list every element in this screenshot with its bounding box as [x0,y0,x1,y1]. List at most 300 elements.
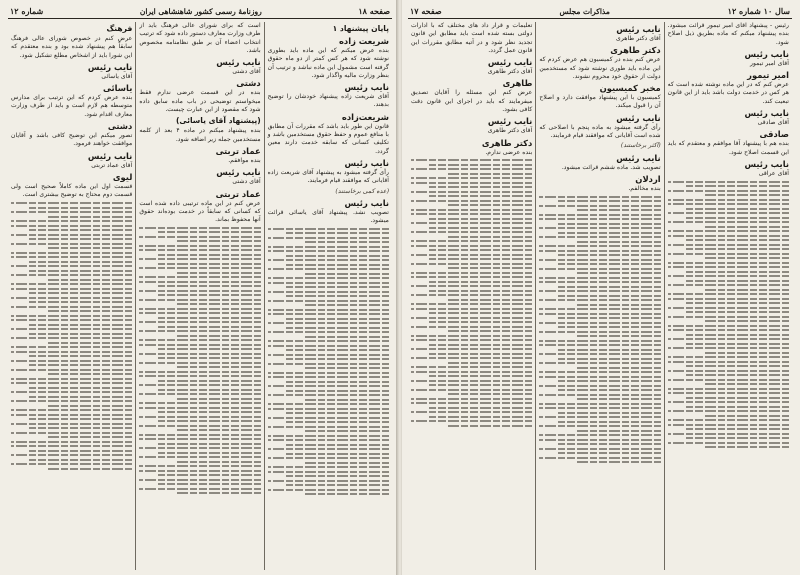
text-line-texture [304,430,389,432]
text-line-texture [576,272,661,274]
text-line-texture [668,379,789,381]
speaker-name: نایب رئیس [744,158,789,169]
text-line-texture [539,218,660,220]
left-page-issue: شماره ۱۲ [10,6,44,16]
text-line-texture [11,414,132,416]
text-line-texture [539,425,660,427]
text-line-texture [668,401,789,403]
text-line-texture [558,223,661,225]
text-line-texture [447,362,532,364]
text-line-texture [268,466,389,468]
text-line-texture [29,396,132,398]
text-line-texture [139,434,260,436]
text-line-texture [139,312,260,314]
text-line-texture [429,195,532,197]
text-line-texture [686,437,789,439]
body-paragraph: تعلیمات و قرار داد های مختلف که با ادارات دولتی بسته شده است باید مطابق این قانون تجدید نظر شود و در آتیه مطابق مقررات این قانون عمل گردد. [411,22,533,54]
text-line-texture [429,312,532,314]
text-line-texture [139,249,260,251]
text-line-texture [158,326,261,328]
body-paragraph: بنده عرضی ندارم. [485,148,533,156]
text-line-texture [304,273,389,275]
text-line-texture [29,207,132,209]
text-line-texture [539,214,660,216]
body-paragraph: عرض کنم در خصوص شورای عالی فرهنگ سابقاً هم پیشنهاد شده بود و بنده معتقدم که این شورا باید از اشخاص مطلع تشکیل شود. [11,35,133,59]
text-line-texture [47,373,132,375]
text-line-texture [411,182,532,184]
text-line-texture [286,358,389,360]
text-line-texture [686,406,789,408]
text-line-texture [539,322,660,324]
text-line-texture [268,376,389,378]
text-line-texture [176,303,261,305]
text-line-texture [539,353,660,355]
text-line-texture [29,355,132,357]
text-line-texture [268,403,389,405]
text-line-texture [29,292,132,294]
body-paragraph: آقای دشتی [232,178,261,186]
text-line-texture [139,447,260,449]
left-col-2 [135,22,263,570]
body-paragraph: رأی گرفته میشود به ماده پنجم با اصلاحی که شده است آقایانی که موافقند قیام فرمایند. [539,123,661,140]
body-paragraph: بنده موافقم. [228,156,261,164]
right-page-columns [408,22,792,570]
speaker-name: نایب رئیس [87,61,133,72]
body-paragraph: تصور میکنم این توضیح کافی باشد و آقایان موافقت خواهند فرمود. [11,132,133,148]
text-line-texture [176,335,261,337]
text-line-texture [11,315,132,317]
text-line-texture [158,411,261,413]
text-line-texture [539,362,660,364]
body-paragraph: بنده در این قسمت عرضی ندارم فقط میخواستم توضیحی در باب ماده سابق داده شود که مقصود از این عبارت چیست. [139,89,261,114]
text-line-texture [268,417,389,419]
text-line-texture [558,389,661,391]
text-line-texture [576,209,661,211]
text-line-texture [429,321,532,323]
text-line-texture [158,483,261,485]
text-line-texture [176,492,261,494]
text-line-texture [447,173,532,175]
text-line-texture [268,268,389,270]
body-paragraph: قانون این طور باید باشد که مقررات آن مطابق با منافع عموم و حفظ حقوق مستخدمین باشد و تکلیف کسانی که سابقه خدمت دارند معین گردد. [267,122,389,155]
text-line-texture [158,380,261,382]
speaker-name: مخبر کمیسیون [599,83,661,94]
text-line-texture [539,308,660,310]
text-line-texture [11,382,132,384]
speaker-name: نایب رئیس [616,24,661,34]
text-line-texture [539,394,660,396]
text-line-texture [668,392,789,394]
text-line-texture [429,258,532,260]
text-line-texture [286,349,389,351]
body-paragraph: قسمت اول این ماده کاملاً صحیح است ولی قسمت دوم محتاج به توضیح بیشتری است. [11,182,133,199]
text-line-texture [268,246,389,248]
speaker-name: دشتی [107,121,133,132]
text-line-texture [139,344,260,346]
body-paragraph: آقای یاسائی [101,72,133,80]
text-line-texture [539,457,660,459]
text-line-texture [139,330,260,332]
body-paragraph: عرض کنم در این ماده ترتیبی داده شده است که کسانی که سابقاً در خدمت بوده‌اند حقوق آنها محفوظ بماند. [139,199,261,224]
text-line-texture [668,244,789,246]
text-line-texture [411,200,532,202]
text-line-texture [686,208,789,210]
text-line-texture [668,388,789,390]
text-line-texture [304,241,389,243]
text-line-texture [11,288,132,290]
text-line-texture [139,276,260,278]
speaker-name: نایب رئیس [487,57,533,68]
body-paragraph: رئیس - پیشنهاد آقای امیر تیمور قرائت میشود. بنده پیشنهاد میکنم که ماده بطریق ذیل اصلاح شود. [667,22,789,46]
text-line-texture [29,333,132,335]
text-line-texture [411,326,532,328]
text-line-texture [139,281,260,283]
text-line-texture [268,408,389,410]
speaker-name: عماد تربتی [215,145,261,156]
text-line-texture [668,293,789,295]
text-line-texture [429,249,532,251]
text-line-texture [158,294,261,296]
text-line-texture [558,380,661,382]
text-line-texture [411,276,532,278]
text-line-texture [686,334,789,336]
text-line-texture [558,421,661,423]
section-heading: پایان پیشنهاد ۱ [332,24,389,33]
text-line-texture [686,280,789,282]
text-line-texture [268,237,389,239]
text-line-texture [268,277,389,279]
text-line-texture [158,285,261,287]
text-line-texture [268,435,389,437]
body-paragraph: آقای صادقی [757,119,789,127]
text-line-texture [668,181,789,183]
body-paragraph: رأی گرفته میشود به پیشنهاد آقای شریعت زاده آقایانی که موافقند قیام فرمایند. [267,168,389,185]
text-line-texture [576,335,661,337]
text-line-texture [176,366,261,368]
body-paragraph: است که برای شورای عالی فرهنگ باید از طرف وزارت معارف دستور داده شود که ترتیب انتخاب اعضاء آن بر طبق نظامنامه مخصوص باشد. [139,22,261,54]
text-line-texture [11,445,132,447]
text-line-texture [158,474,261,476]
text-line-texture [558,232,661,234]
text-line-texture [539,281,660,283]
text-line-texture [668,230,789,232]
text-line-texture [539,434,660,436]
speaker-name: دکتر طاهری [610,45,661,56]
text-line-texture [704,194,789,196]
text-line-texture [268,282,389,284]
text-line-texture [539,313,660,315]
speaker-name: نایب رئیس [344,157,389,168]
text-line-texture [704,415,789,417]
text-line-texture [539,344,660,346]
body-paragraph: بنده مخالفم. [628,184,661,192]
text-line-texture [139,465,260,467]
text-line-texture [704,320,789,322]
text-line-texture [558,295,661,297]
body-paragraph: عرض کنم که در این ماده نوشته شده است که هر کس در خدمت دولت باشد باید از این قانون تبعیت کند. [667,81,789,105]
text-line-texture [11,423,132,425]
text-line-texture [268,394,389,396]
text-line-texture [411,308,532,310]
text-line-texture [686,397,789,399]
procedural-note: (اکثر برخاستند) [620,142,661,150]
text-line-texture [11,297,132,299]
text-line-texture [47,310,132,312]
text-line-texture [286,390,389,392]
text-line-texture [411,231,532,233]
text-line-texture [29,364,132,366]
body-paragraph: بنده عرض میکنم که این ماده باید بطوری نوشته شود که هر کس کمتر از دو ماه حقوق گرفته است مشمول این ماده نباشد و ترتیب آن بنظر وزارت مالیه واگذار شود. [267,47,389,79]
right-page [402,0,800,575]
text-line-texture [411,317,532,319]
text-line-texture [286,318,389,320]
left-page-header [8,4,392,19]
text-line-texture [139,371,260,373]
text-line-texture [139,425,260,427]
text-line-texture [447,236,532,238]
text-line-texture [539,245,660,247]
text-line-texture [11,400,132,402]
text-line-texture [429,227,532,229]
text-line-texture [139,402,260,404]
text-line-texture [268,309,389,311]
text-line-texture [139,384,260,386]
body-paragraph: آقای دکتر طاهری [487,127,533,135]
text-line-texture [558,349,661,351]
text-line-texture [411,191,532,193]
text-line-texture [429,281,532,283]
text-line-texture [668,325,789,327]
text-line-texture [11,225,132,227]
body-paragraph: آقای عراقی [758,169,789,177]
text-line-texture [11,256,132,258]
text-line-texture [11,369,132,371]
text-line-texture [139,236,260,238]
text-line-texture [11,463,132,465]
text-line-texture [704,383,789,385]
text-line-texture [668,235,789,237]
text-line-texture [11,202,132,204]
text-line-texture [429,375,532,377]
text-line-texture [558,200,661,202]
text-line-texture [268,345,389,347]
text-line-texture [304,399,389,401]
text-line-texture [268,228,389,230]
text-line-texture [686,217,789,219]
text-line-texture [286,484,389,486]
text-line-texture [286,381,389,383]
text-line-texture [11,243,132,245]
text-line-texture [29,427,132,429]
text-line-texture [558,358,661,360]
text-line-texture [11,265,132,267]
text-line-texture [668,356,789,358]
text-line-texture [11,346,132,348]
text-line-texture [139,321,260,323]
text-line-texture [139,393,260,395]
text-line-texture [411,380,532,382]
text-line-texture [447,267,532,269]
speaker-name: طاهری [502,78,533,89]
text-line-texture [429,186,532,188]
right-page-issue: سال ۱۰ شماره ۱۲ [727,6,790,16]
text-line-texture [539,448,660,450]
text-line-texture [286,444,389,446]
text-line-texture [411,339,532,341]
text-line-texture [668,338,789,340]
text-line-texture [576,430,661,432]
speaker-name: نایب رئیس [344,82,389,93]
text-line-texture [11,283,132,285]
text-line-texture [704,257,789,259]
body-paragraph: کمیسیون با این پیشنهاد موافقت دارد و اصلاح آن را قبول میکند. [539,94,661,110]
text-line-texture [286,295,389,297]
text-line-texture [304,336,389,338]
text-line-texture [176,461,261,463]
text-line-texture [268,448,389,450]
text-line-texture [539,196,660,198]
text-line-texture [704,352,789,354]
speaker-name: نایب رئیس [344,197,389,208]
text-line-texture [268,471,389,473]
text-line-texture [539,403,660,405]
right-col-1 [664,22,792,570]
text-line-texture [286,264,389,266]
section-heading: فرهنگ [106,24,133,33]
text-line-texture [176,398,261,400]
left-page-number: صفحه ۱۸ [358,6,390,16]
text-line-texture [139,375,260,377]
text-line-texture [139,438,260,440]
text-line-texture [11,409,132,411]
text-line-texture [268,457,389,459]
text-line-texture [668,275,789,277]
text-line-texture [704,446,789,448]
text-line-texture [268,354,389,356]
text-line-texture [429,344,532,346]
text-line-texture [47,216,132,218]
text-line-texture [268,331,389,333]
text-line-texture [286,327,389,329]
speaker-name: شریعت زاده [338,36,389,46]
text-line-texture [139,245,260,247]
text-line-texture [29,229,132,231]
text-line-texture [29,238,132,240]
text-line-texture [429,290,532,292]
section-heading: (پیشنهاد آقای یاسائی) [175,116,261,126]
text-line-texture [268,489,389,491]
text-line-texture [139,456,260,458]
text-line-texture [539,205,660,207]
text-line-texture [268,313,389,315]
text-line-texture [139,470,260,472]
text-line-texture [576,398,661,400]
text-line-texture [411,294,532,296]
text-line-texture [447,425,532,427]
text-line-texture [11,319,132,321]
text-line-texture [668,433,789,435]
text-line-texture [411,285,532,287]
text-line-texture [286,255,389,257]
speaker-name: دکتر طاهری [481,137,533,148]
text-line-texture [286,475,389,477]
text-line-texture [29,450,132,452]
text-line-texture [668,316,789,318]
text-line-texture [539,385,660,387]
body-paragraph: آقای عماد تربتی [91,161,133,169]
body-paragraph: عرض کنم بنده در کمیسیون هم عرض کردم که این ماده باید طوری نوشته شود که مستخدمین دولت از حقوق خود محروم نشوند. [539,56,661,80]
text-line-texture [11,432,132,434]
text-line-texture [29,270,132,272]
text-line-texture [11,360,132,362]
text-line-texture [158,263,261,265]
text-line-texture [268,291,389,293]
right-page-number: صفحه ۱۷ [410,6,442,16]
text-line-texture [176,429,261,431]
text-line-texture [686,311,789,313]
text-line-texture [668,253,789,255]
text-line-texture [11,306,132,308]
text-line-texture [11,351,132,353]
body-paragraph: بنده پیشنهاد میکنم در ماده ۴ بعد از کلمه مستخدمین جمله زیر اضافه شود. [139,127,261,143]
text-line-texture [411,168,532,170]
text-line-texture [139,416,260,418]
text-line-texture [686,248,789,250]
text-line-texture [139,290,260,292]
text-line-texture [539,340,660,342]
text-line-texture [668,266,789,268]
speaker-name: نایب رئیس [216,167,261,178]
text-line-texture [47,468,132,470]
text-line-texture [286,412,389,414]
speaker-name: شریعت‌زاده [341,111,389,122]
text-line-texture [429,384,532,386]
text-line-texture [304,462,389,464]
speaker-name: امیر تیمور [747,70,789,81]
text-line-texture [286,232,389,234]
text-line-texture [704,289,789,291]
text-line-texture [139,267,260,269]
body-paragraph: تصویب شد. ماده ششم قرائت میشود. [561,163,661,171]
text-line-texture [411,348,532,350]
text-line-texture [411,254,532,256]
right-col-2 [535,22,663,570]
text-line-texture [11,252,132,254]
procedural-note: (عده کمی برخاستند) [335,187,389,195]
text-line-texture [29,387,132,389]
text-line-texture [304,493,389,495]
text-line-texture [47,342,132,344]
right-page-header [408,4,792,19]
text-line-texture [668,419,789,421]
text-line-texture [558,286,661,288]
text-line-texture [411,357,532,359]
text-line-texture [429,218,532,220]
text-line-texture [668,410,789,412]
text-line-texture [158,452,261,454]
text-line-texture [29,418,132,420]
text-line-texture [668,190,789,192]
text-line-texture [539,236,660,238]
text-line-texture [47,279,132,281]
text-line-texture [686,271,789,273]
text-line-texture [139,308,260,310]
text-line-texture [411,402,532,404]
text-line-texture [668,221,789,223]
speaker-name: عماد تربتی [215,188,261,199]
text-line-texture [411,411,532,413]
text-line-texture [176,272,261,274]
